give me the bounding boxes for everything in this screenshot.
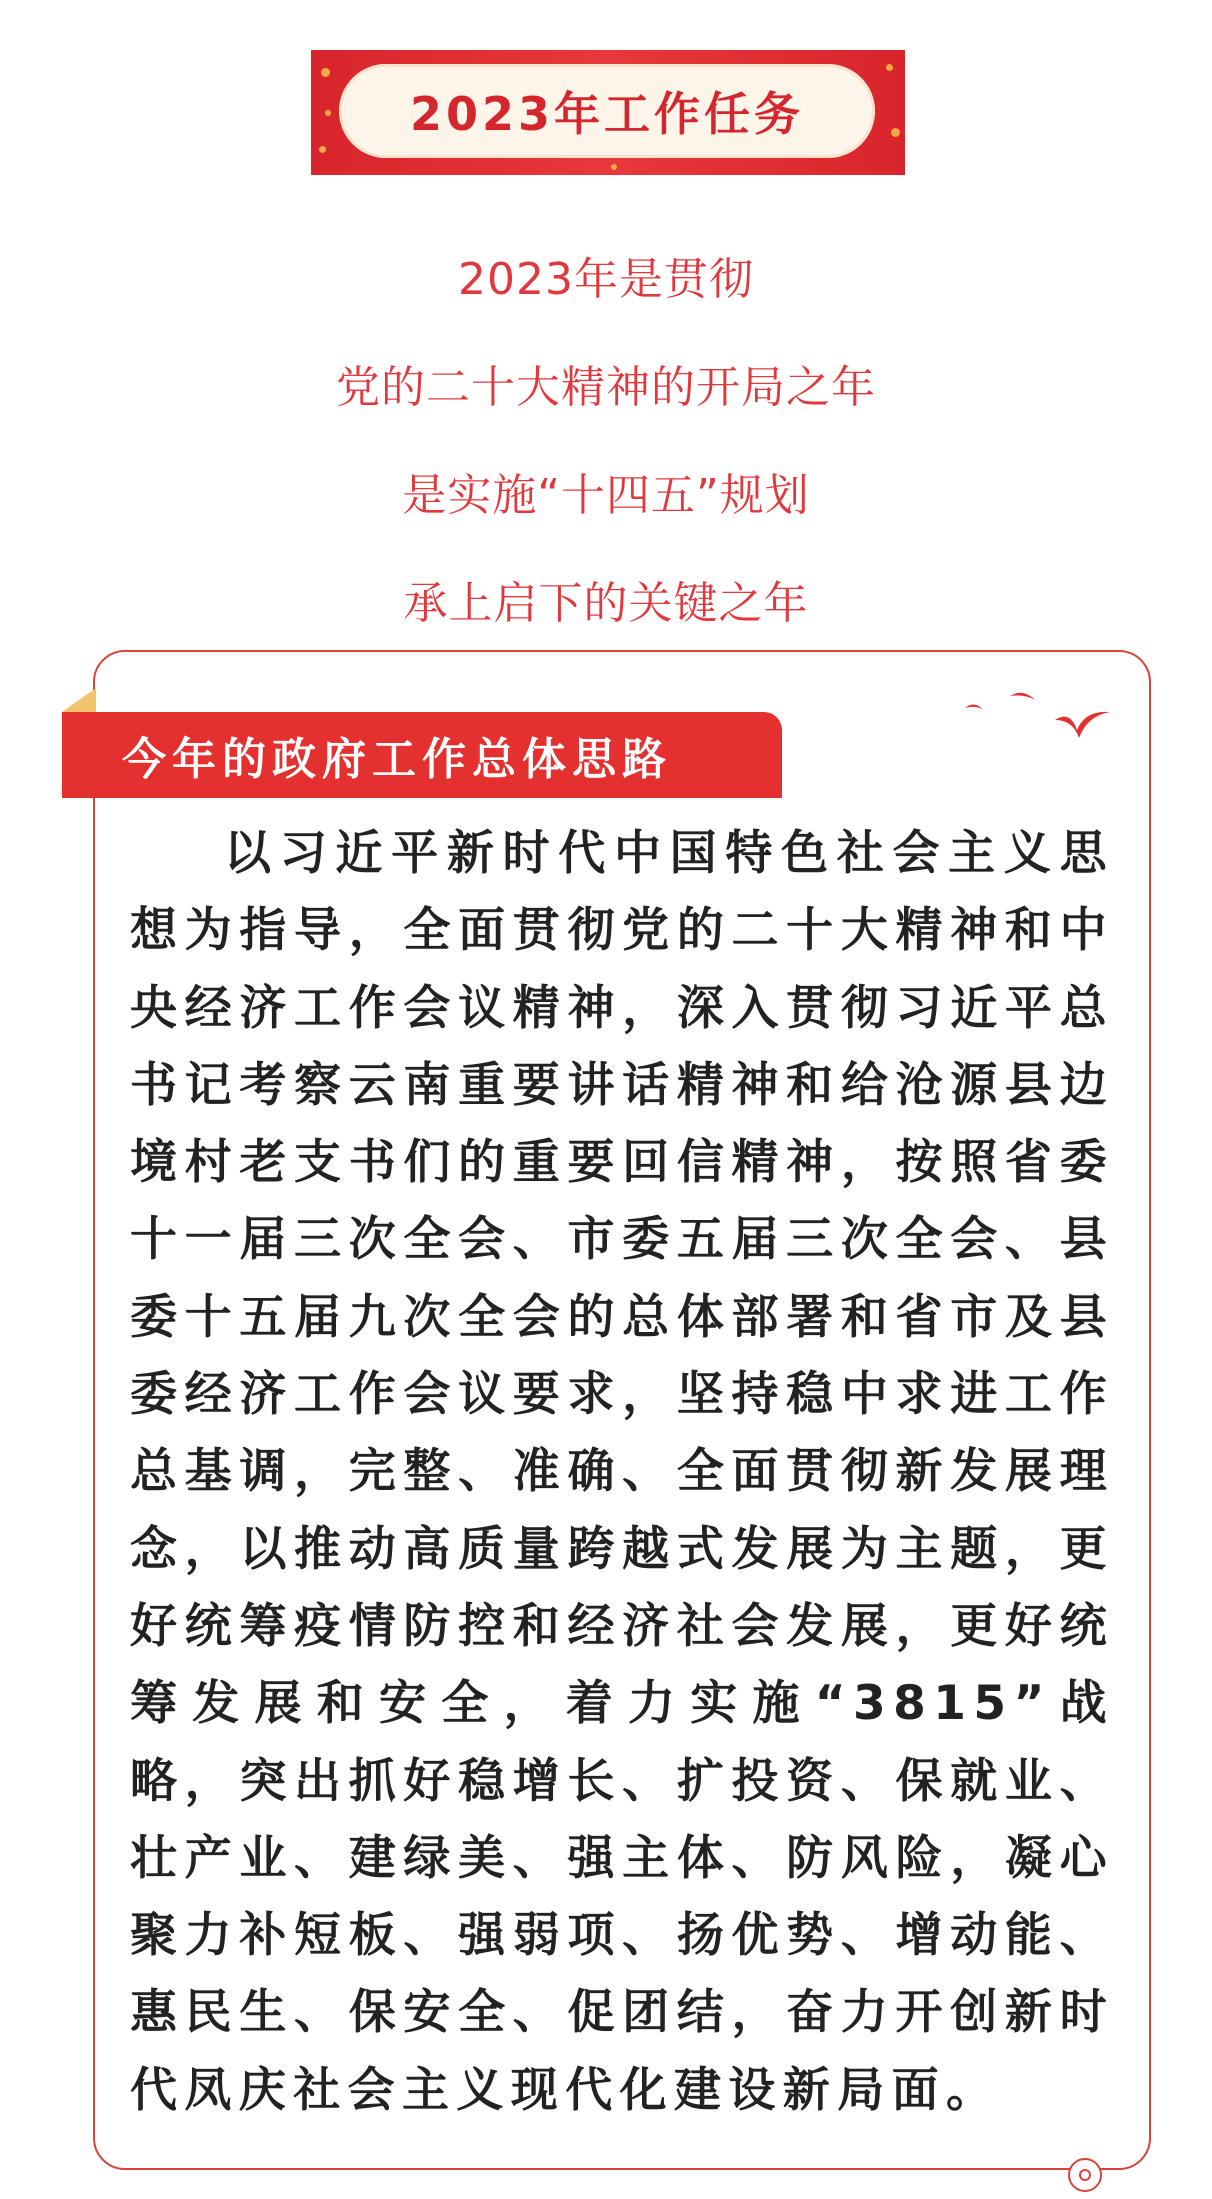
confetti-dot bbox=[321, 68, 330, 77]
confetti-dot bbox=[611, 164, 617, 170]
section-title: 今年的政府工作总体思路 bbox=[122, 734, 672, 785]
title-pill bbox=[339, 64, 875, 158]
confetti-dot bbox=[319, 146, 326, 153]
intro-block bbox=[0, 226, 1212, 658]
section-body-text: 以习近平新时代中国特色社会主义思想为指导，全面贯彻党的二十大精神和中央经济工作会议精神，深入贯彻习近平总书记考察云南重要讲话精神和给沧源县边境村老支书们的重要回信精神，按照省委十一届三次全会、市委五届三次全会、县委十五届九次全会的总体部署和省市及县委经济工作会议要求，坚持稳中求进工作总基调，完整、准确、全面贯彻新发展理念，以推动高质量跨越式发展为主题，更好统筹疫情防控和经济社会发展，更好统筹发展和安全，着力实施“3815”战略，突出抓好稳增长、扩投资、保就业、壮产业、建绿美、强主体、防风险，凝心聚力补短板、强弱项、扬优势、增动能、惠民生、保安全、促团结，奋力开创新时代凤庆社会主义现代化建设新局面。 bbox=[130, 826, 1114, 2118]
circle-ornament-inner bbox=[1079, 2169, 1091, 2181]
circle-ornament-icon bbox=[1068, 2158, 1102, 2192]
intro-line: 2023年是贯彻 bbox=[458, 254, 754, 305]
confetti-dot bbox=[886, 64, 893, 71]
confetti-dot bbox=[891, 128, 900, 137]
page-title: 2023年工作任务 bbox=[409, 87, 805, 141]
intro-line: 党的二十大精神的开局之年 bbox=[336, 362, 876, 413]
flying-birds-icon bbox=[955, 690, 1125, 770]
confetti-dot bbox=[325, 110, 331, 116]
title-banner bbox=[311, 50, 905, 175]
section-header bbox=[62, 712, 782, 798]
intro-line: 承上启下的关键之年 bbox=[403, 578, 809, 629]
intro-line: 是实施“十四五”规划 bbox=[402, 470, 810, 521]
header-fold-decoration bbox=[62, 688, 96, 712]
